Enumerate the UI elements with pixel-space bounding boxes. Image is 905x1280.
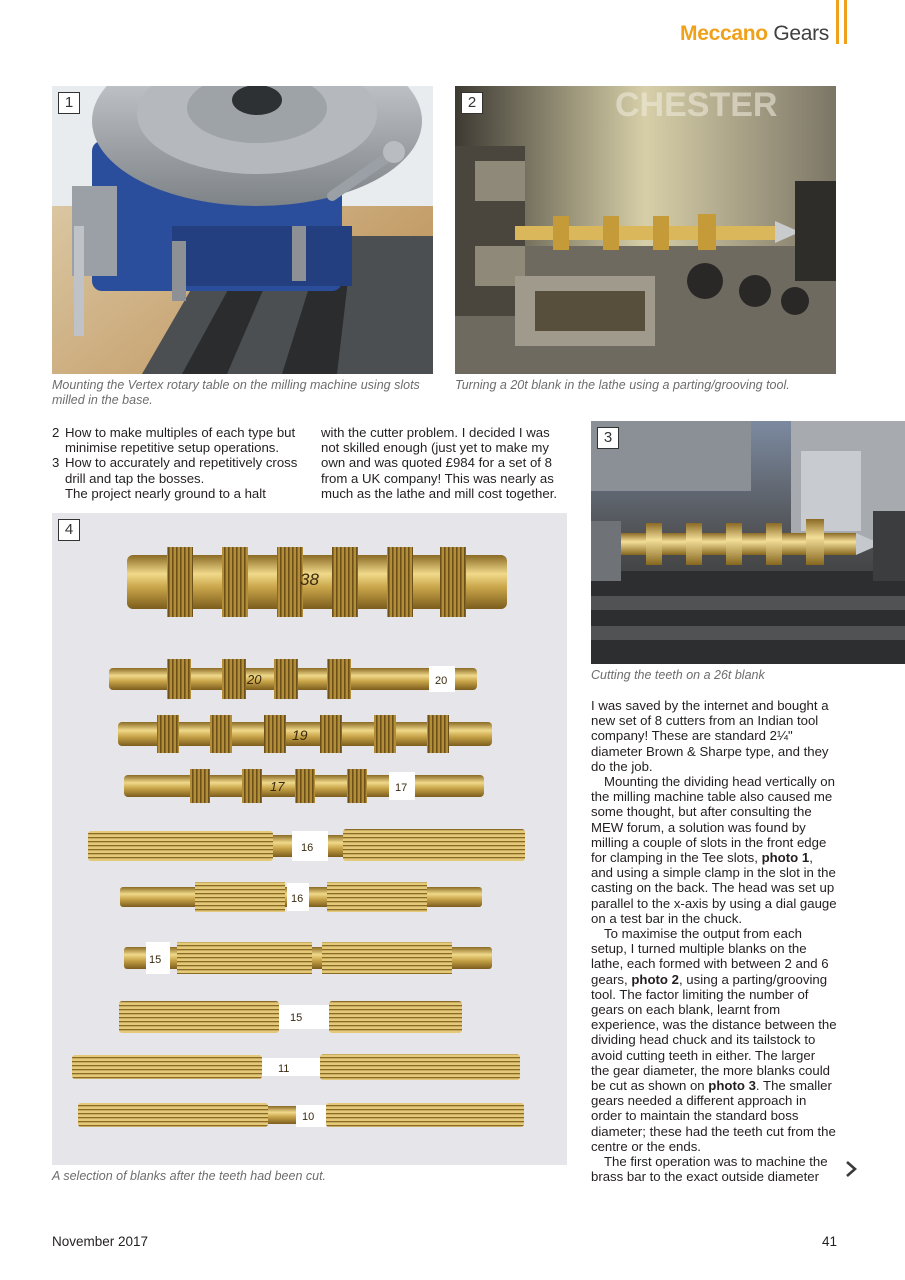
photo-2-illustration: [455, 86, 836, 374]
blank-label: 15: [149, 954, 162, 966]
photo-number: 1: [58, 92, 80, 114]
blank-label: 17: [395, 782, 408, 794]
chester-watermark: CHESTER: [615, 86, 778, 124]
running-header: [680, 22, 829, 46]
list-item: [52, 455, 302, 485]
blank-label: 11: [278, 1063, 290, 1075]
photo-1-caption: Mounting the Vertex rotary table on the milling machine using slots milled in the base.: [52, 378, 420, 407]
paragraph: I was saved by the internet and bought a new set of 8 cutters from an Indian tool company! These are standard 2¼" diameter Brown & Sharpe type, and they do the job.: [591, 698, 829, 774]
body-column-1: [52, 425, 302, 501]
list-item: [52, 425, 302, 455]
paragraph: The project nearly ground to a halt: [65, 485, 266, 501]
photo-reference: photo 3: [708, 1078, 756, 1094]
body-column-2: [321, 425, 561, 501]
photo-3-caption: Cutting the teeth on a 26t blank: [591, 668, 765, 682]
header-section: Gears: [773, 22, 829, 45]
photo-3-cutting-teeth: [591, 421, 905, 664]
blank-label: 20: [247, 672, 262, 687]
paragraph-text: , and using a simple clamp in the slot in the casting on the back. The head was set up parallel to the x-axis by using a dial gauge on a test bar in the chuck.: [591, 850, 837, 926]
blank-label: 10: [302, 1111, 315, 1123]
blank-label: 19: [292, 727, 308, 743]
photo-4-gear-blanks: [52, 513, 567, 1165]
blank-label: 16: [291, 893, 304, 905]
photo-number: 4: [58, 519, 80, 541]
paragraph-text: Mounting the dividing head vertically on the milling machine table also caused me some thought, but after consulting the MEW forum, a solution was found by milling a couple of slots in the front edge for clamping in the Tee slots,: [591, 774, 835, 866]
photo-2-lathe: [455, 86, 836, 374]
photo-3-illustration: [591, 421, 905, 664]
paragraph: The first operation was to machine the brass bar to the exact outside diameter: [591, 1154, 828, 1185]
blank-label: 20: [435, 675, 448, 687]
photo-reference: photo 2: [631, 971, 679, 987]
paragraph-text: , using a parting/grooving tool. The factor limiting the number of gears on each blank, learnt from experience, was the distance between the dividing head chuck and its tailstock to avoid cutting teeth in either. The larger the gear diameter, the more blanks could be cut as shown on: [591, 971, 837, 1094]
blank-label: 17: [270, 779, 285, 794]
photo-4-illustration: [52, 513, 567, 1165]
header-accent-bar: [844, 0, 847, 44]
photo-number: 2: [461, 92, 483, 114]
chevron-right-icon: [843, 1159, 859, 1179]
list-text: How to make multiples of each type but minimise repetitive setup operations.: [65, 425, 296, 456]
paragraph-text: To maximise the output from each setup, I turned multiple blanks on the lathe, each formed with between 2 and 6 gears,: [591, 926, 829, 987]
blank-label: 38: [300, 570, 319, 589]
list-text: How to accurately and repetitively cross drill and tap the bosses.: [65, 455, 298, 486]
header-accent-bar: [836, 0, 839, 44]
list-number: 3: [52, 455, 60, 471]
photo-reference: photo 1: [761, 850, 810, 866]
body-column-3: [591, 698, 837, 1185]
footer-date: November 2017: [52, 1234, 149, 1249]
blank-label: 16: [301, 842, 314, 854]
page-number: 41: [822, 1234, 838, 1249]
photo-number: 3: [597, 427, 619, 449]
photo-4-caption: A selection of blanks after the teeth had been cut.: [52, 1169, 327, 1183]
header-brand: Meccano: [680, 22, 768, 45]
blank-label: 15: [290, 1012, 303, 1024]
paragraph: [591, 774, 837, 926]
photo-2-caption: Turning a 20t blank in the lathe using a parting/grooving tool.: [455, 378, 790, 392]
paragraph: with the cutter problem. I decided I was not skilled enough (just yet to make my own and was quoted £984 for a set of 8 from a UK company! This was nearly as much as the lathe and mill cost together.: [321, 425, 558, 501]
photo-1-illustration: [52, 86, 433, 374]
paragraph-text: . The smaller gears needed a different approach in order to maintain the standard boss diameter; these had the teeth cut from the centre or the ends.: [591, 1078, 836, 1154]
photo-1-rotary-table: [52, 86, 433, 374]
list-number: 2: [52, 425, 60, 440]
paragraph: [591, 926, 837, 1154]
